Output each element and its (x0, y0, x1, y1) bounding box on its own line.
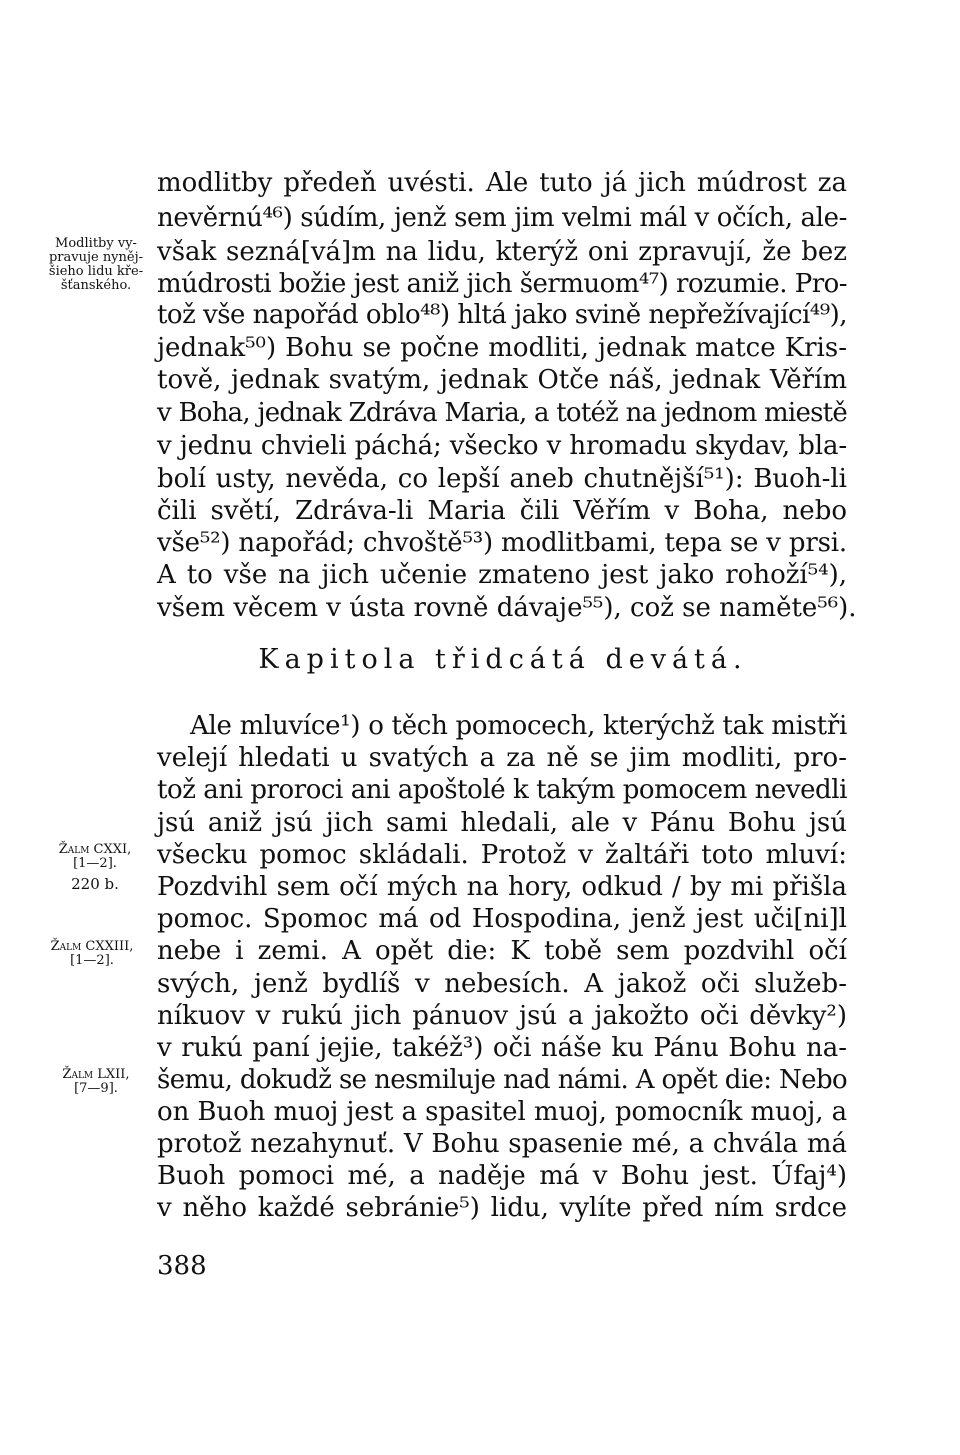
text-line: čili světí, Zdráva-li Maria čili Věřím v Boha, nebo (157, 496, 847, 526)
margin-note-line: [1—2]. (70, 953, 114, 968)
margin-note-line: [7—9]. (74, 1081, 118, 1096)
margin-note-line: 220 b. (71, 875, 119, 893)
text-line: svých, jenž bydlíš v nebesích. A jakož oči služeb- (157, 969, 847, 999)
chapter-heading: Kapitola třidcátá devátá. (258, 644, 748, 675)
text-line: v rukú paní jejie, takéž³) oči náše ku Pánu Bohu na- (157, 1033, 847, 1063)
text-line: pomoc. Spomoc má od Hospodina, jenž jest uči[ni]l (157, 904, 847, 934)
margin-note (34, 843, 156, 891)
text-line: on Buoh muoj jest a spasitel muoj, pomocník muoj, a (157, 1097, 847, 1127)
text-line: velejí hledati u svatých a za ně se jim modliti, pro- (157, 743, 847, 773)
text-line: všecku pomoc skládali. Protož v žaltáři toto mluví: (157, 840, 847, 870)
text-line: Ale mluvíce¹) o těch pomocech, kterýchž tak mistři (190, 711, 847, 741)
text-line: múdrosti božie jest aniž jich šermuom⁴⁷) rozumie. Pro- (157, 269, 847, 299)
margin-note (40, 1068, 152, 1096)
text-line: tož ani proroci ani apoštolé k takým pomocem nevedli (157, 775, 847, 805)
text-line: však sezná[vá]m na lidu, kterýž oni zpravují, že bez (157, 237, 847, 267)
text-line: v jednu chvieli páchá; všecko v hromadu skydav, bla- (157, 431, 847, 461)
text-line: A to vše na jich učenie zmateno jest jako rohoží⁵⁴), (157, 560, 847, 590)
text-line: níkuov v rukú jich pánuov jsú a jakožto oči děvky²) (157, 1001, 847, 1031)
text-line: jednak⁵⁰) Bohu se počne modliti, jednak matce Kris- (157, 333, 847, 363)
margin-note (40, 237, 152, 293)
text-line: v Boha, jednak Zdráva Maria, a totéž na jednom miestě (157, 398, 847, 428)
text-line: v něho každé sebránie⁵) lidu, vylíte před ním srdce (157, 1193, 847, 1223)
text-line: modlitby předeň uvésti. Ale tuto já jich múdrost za (157, 168, 847, 198)
text-line: šemu, dokudž se nesmiluje nad námi. A opět die: Nebo (157, 1065, 847, 1095)
text-line: jsú aniž jsú jich sami hledali, ale v Pánu Bohu jsú (157, 808, 847, 838)
text-line: tož vše napořád oblo⁴⁸) hltá jako svině nepřežívající⁴⁹), (157, 300, 847, 330)
text-line: Pozdvihl sem očí mých na hory, odkud / by mi přišla (157, 872, 847, 902)
margin-note (28, 940, 156, 968)
page-number: 388 (157, 1251, 207, 1281)
text-line: protož nezahynuť. V Bohu spasenie mé, a chvála má (157, 1129, 847, 1159)
margin-note-line: Modlitby vy- (55, 236, 137, 251)
margin-note-line: šťanského. (60, 278, 132, 293)
text-line: nebe i zemi. A opět die: K tobě sem pozdvihl očí (157, 936, 847, 966)
margin-note-line: Žalm LXII, (62, 1067, 130, 1082)
margin-note-line: pravuje nyněj- (48, 250, 144, 265)
margin-note-line: Žalm CXXI, (58, 842, 132, 857)
text-line: bolí usty, nevěda, co lepší aneb chutnější⁵¹): Buoh-li (157, 464, 847, 494)
text-line: všem věcem v ústa rovně dávaje⁵⁵), což se naměte⁵⁶). (157, 593, 857, 623)
text-line: Buoh pomoci mé, a naděje má v Bohu jest. Úfaj⁴) (157, 1161, 847, 1191)
text-line: nevěrnú⁴⁶) súdím, jenž sem jim velmi mál v očích, ale- (157, 203, 847, 233)
margin-note-line: [1—2]. (73, 856, 117, 871)
margin-note-line: šieho lidu kře- (48, 264, 144, 279)
margin-note-line: Žalm CXXIII, (50, 939, 134, 954)
text-line: tově, jednak svatým, jednak Otče náš, jednak Věřím (157, 365, 847, 395)
text-line: vše⁵²) napořád; chvoště⁵³) modlitbami, tepa se v prsi. (157, 528, 847, 558)
